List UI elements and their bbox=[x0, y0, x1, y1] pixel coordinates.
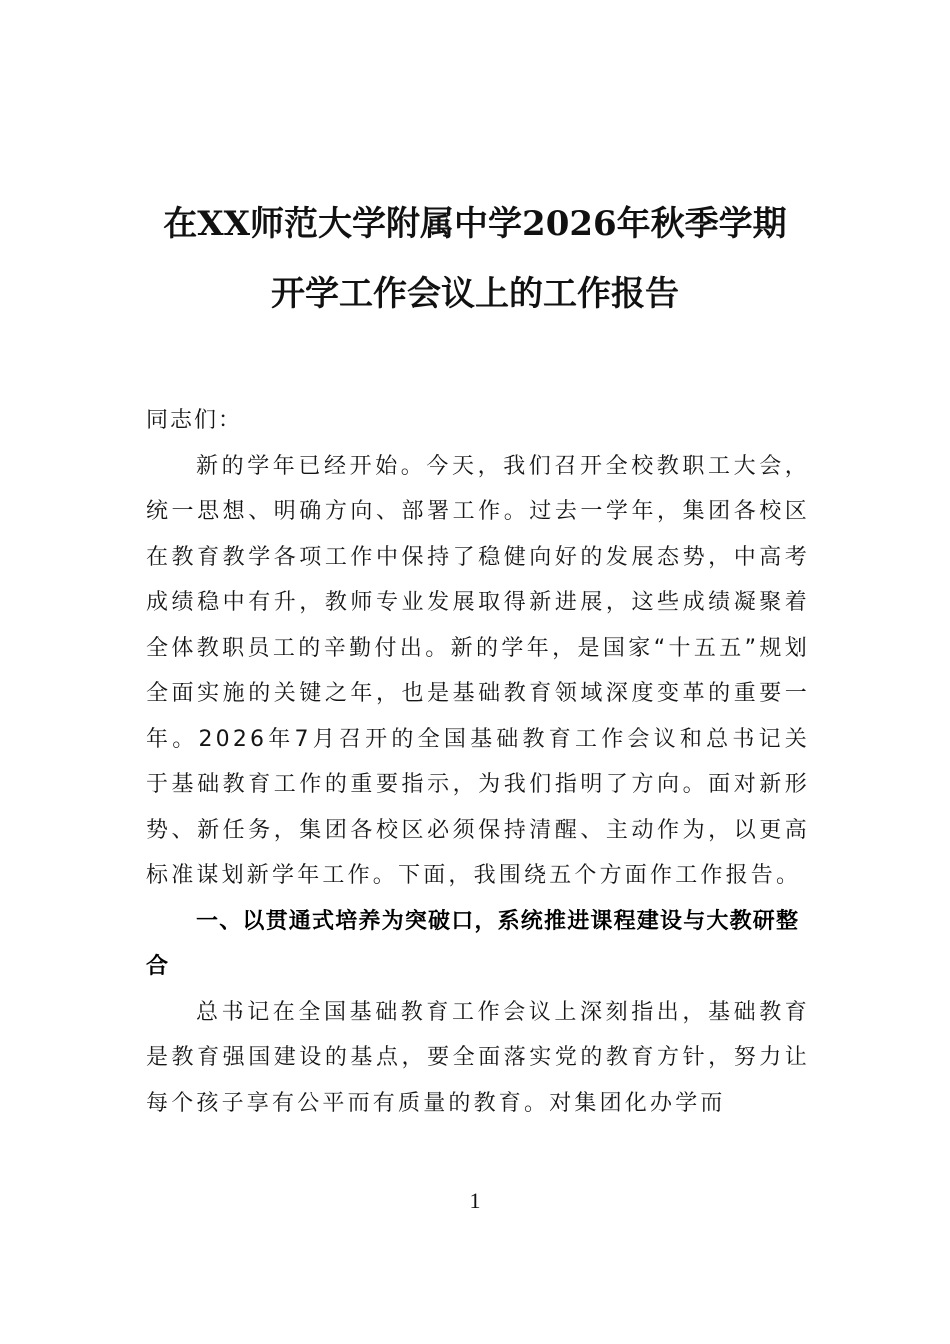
document-title-line-2: 开学工作会议上的工作报告 bbox=[271, 274, 679, 314]
paragraph-section-1: 总书记在全国基础教育工作会议上深刻指出，基础教育是教育强国建设的基点，要全面落实党的教育方针，努力让每个孩子享有公平而有质量的教育。对集团化办学而 bbox=[146, 999, 810, 1116]
document-title-line-1: 在XX师范大学附属中学2026年秋季学期 bbox=[163, 204, 787, 244]
page-number: 1 bbox=[469, 1188, 481, 1213]
section-heading-1: 一、以贯通式培养为突破口，系统推进课程建设与大教研整合 bbox=[146, 908, 800, 979]
paragraph-intro: 新的学年已经开始。今天，我们召开全校教职工大会，统一思想、明确方向、部署工作。过去一学年，集团各校区在教育教学各项工作中保持了稳健向好的发展态势，中高考成绩稳中有升，教师专业发展取得新进展，这些成绩凝聚着全体教职员工的辛勤付出。新的学年，是国家“十五五”规划全面实施的关键之年，也是基础教育领域深度变革的重要一年。2026年7月召开的全国基础教育工作会议和总书记关于基础教育工作的重要指示，为我们指明了方向。面对新形势、新任务，集团各校区必须保持清醒、主动作为，以更高标准谋划新学年工作。下面，我围绕五个方面作工作报告。 bbox=[146, 453, 810, 888]
document-body bbox=[146, 398, 810, 1126]
salutation: 同志们： bbox=[146, 408, 243, 433]
